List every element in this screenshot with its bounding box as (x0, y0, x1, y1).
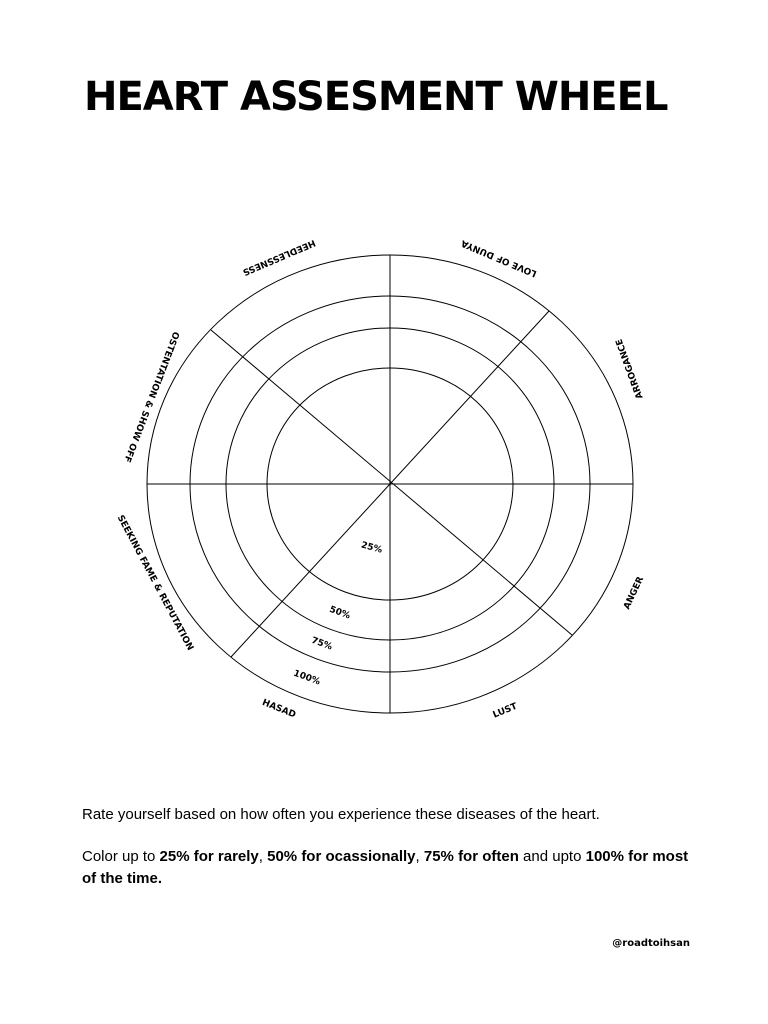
level-label-75: 75% (309, 635, 334, 653)
segment-label-anger: ANGER (622, 575, 647, 612)
social-handle: @roadtoihsan (612, 938, 690, 949)
page-title: HEART ASSESMENT WHEEL (84, 74, 668, 120)
segment-label-seeking-fame: SEEKING FAME & REPUTATION (114, 513, 195, 653)
level-label-50: 50% (327, 604, 352, 622)
instr-occasionally: 50% for ocassionally (267, 848, 416, 865)
instr-prefix: Color up to (82, 848, 160, 865)
level-label-25: 25% (359, 540, 384, 556)
intro-text: Rate yourself based on how often you experience these diseases of the heart. (82, 806, 600, 823)
instr-often: 75% for often (423, 848, 519, 865)
instruction-text (82, 846, 692, 890)
level-label-100: 100% (291, 668, 322, 688)
segment-label-love-of-dunya: LOVE OF DUNYA (460, 237, 539, 279)
instr-rarely: 25% for rarely (159, 848, 259, 865)
divider-diagonal-b (211, 330, 572, 635)
instr-sep2: , (415, 848, 424, 865)
instr-sep1: , (258, 848, 268, 865)
segment-label-ostentation: OSTENTATION & SHOW OFF (121, 329, 181, 464)
segment-label-lust: LUST (491, 701, 519, 721)
instr-most: 100% for most of the time. (82, 848, 689, 887)
segment-label-heedlessness: HEEDLESSNESS (240, 237, 317, 277)
segment-label-arrogance: ARROGANCE (614, 337, 646, 401)
segment-label-hasad: HASAD (260, 697, 298, 721)
instr-mid: and upto (518, 848, 586, 865)
